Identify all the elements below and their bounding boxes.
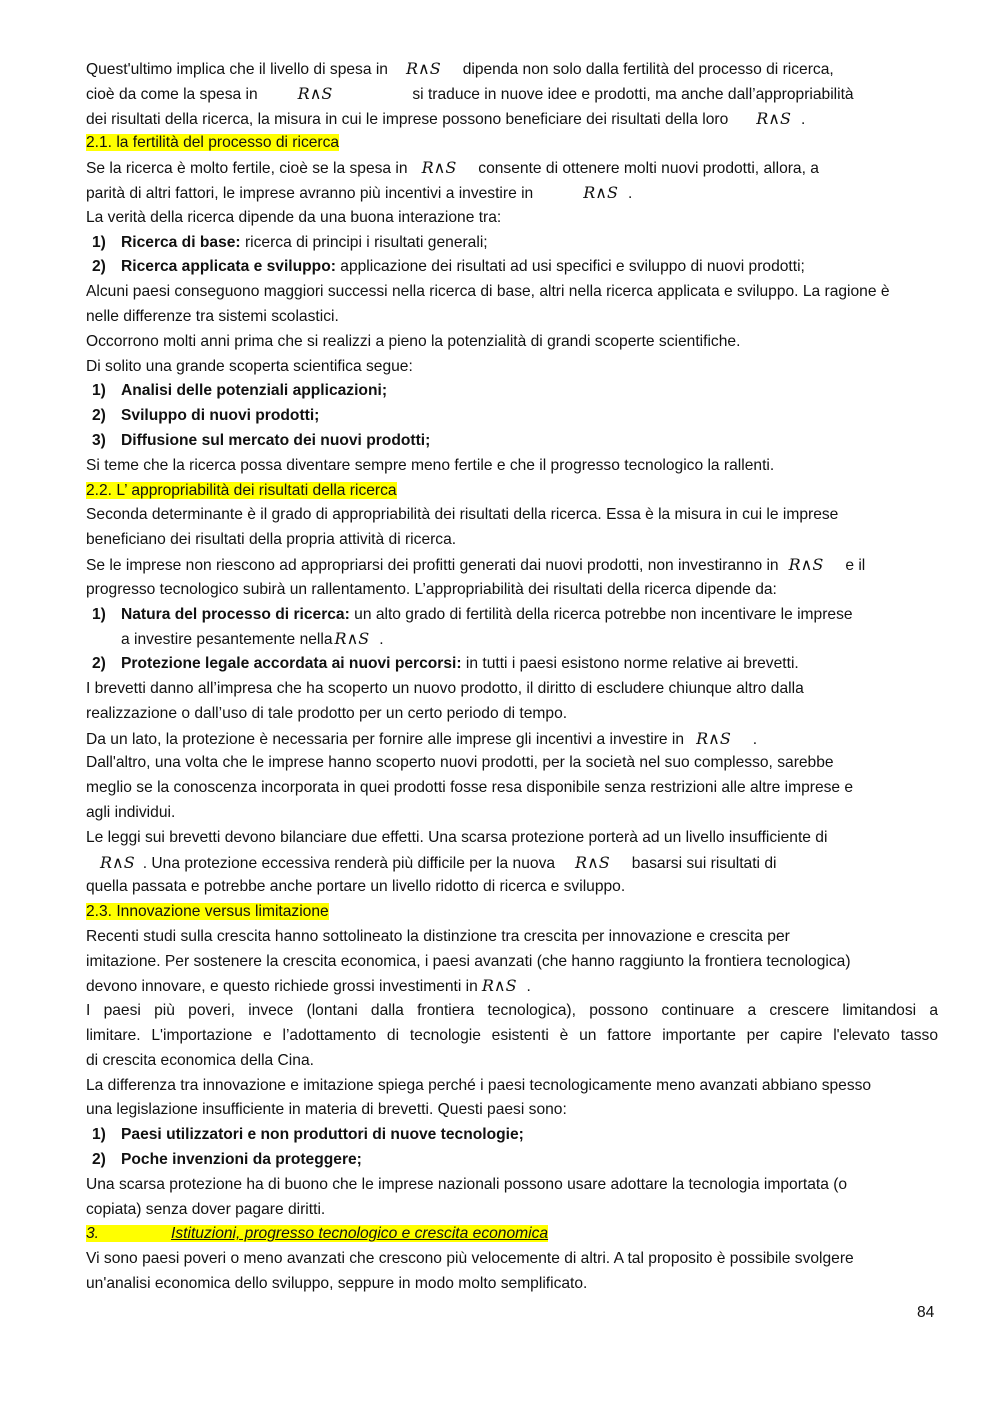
text-line (86, 950, 954, 975)
text: Vi sono paesi poveri o meno avanzati che crescono più velocemente di altri. A tal proposito è possibile svolgere (86, 1250, 854, 1268)
heading-text: 2.3. Innovazione versus limitazione (86, 903, 329, 921)
list-term: Diffusione sul mercato dei nuovi prodotti; (121, 431, 431, 449)
text-line (86, 355, 954, 380)
text-line (86, 454, 954, 479)
text: quella passata e potrebbe anche portare un livello ridotto di ricerca e sviluppo. (86, 878, 626, 896)
list-item-continuation (86, 627, 954, 652)
text: cioè da come la spesa in (86, 85, 258, 103)
math-rs: R∧S (481, 976, 517, 996)
list-item (86, 404, 954, 429)
text: Se la ricerca è molto fertile, cioè se la spesa in (86, 160, 408, 178)
text: Recenti studi sulla crescita hanno sottolineato la distinzione tra crescita per innovazione e crescita per (86, 927, 790, 945)
text: e il (845, 556, 866, 574)
text: realizzazione o dall’uso di tale prodotto per un certo periodo di tempo. (86, 704, 568, 722)
text: dipenda non solo dalla fertilità del processo di ricerca, (462, 61, 834, 78)
text: Una scarsa protezione ha di buono che le imprese nazionali possono usare adottare la tecnologia importata (o (86, 1175, 848, 1193)
text-line (86, 925, 954, 950)
list-item (86, 379, 954, 404)
text-line (86, 503, 954, 528)
text-line (86, 1173, 954, 1198)
text: Se le imprese non riescono ad appropriarsi dei profitti generati dai nuovi prodotti, non investiranno in (86, 556, 779, 574)
math-rs: R∧S (756, 108, 791, 128)
list-number: 1) (92, 605, 106, 623)
section-heading-2-2 (86, 479, 954, 504)
text-line (86, 999, 938, 1024)
text: Occorrono molti anni prima che si realizzi a pieno la potenzialità di grandi scoperte scientifiche. (86, 332, 741, 350)
text: . (752, 730, 758, 748)
text: Di solito una grande scoperta scientifica segue: (86, 357, 413, 375)
text-line (86, 82, 954, 107)
heading-highlight (86, 1225, 548, 1242)
list-number: 1) (92, 233, 106, 251)
math-rs: R∧S (421, 158, 457, 178)
heading-number: 3. (86, 1225, 100, 1243)
list-term: Analisi delle potenziali applicazioni; (121, 382, 388, 400)
list-item (86, 231, 954, 256)
page-number: 84 (917, 1304, 935, 1321)
text: I brevetti danno all’impresa che ha scoperto un nuovo prodotto, il diritto di escludere chiunque altro dalla (86, 679, 804, 697)
text: basarsi sui risultati di (631, 854, 777, 872)
text: devono innovare, e questo richiede grossi investimenti in (86, 978, 478, 996)
text: . (800, 110, 806, 128)
text: . Una protezione eccessiva renderà più difficile per la nuova (142, 854, 556, 872)
text: meglio se la conoscenza incorporata in quei prodotti fosse resa disponibile senza restrizioni alle altre imprese e (86, 779, 854, 797)
list-term: Poche invenzioni da proteggere; (121, 1151, 362, 1169)
text: nelle differenze tra sistemi scolastici. (86, 307, 339, 325)
list-item (86, 652, 954, 677)
heading-text: Istituzioni, progresso tecnologico e crescita economica (171, 1225, 549, 1243)
text-line (86, 156, 954, 181)
math-rs: R∧S (334, 629, 370, 649)
math-rs: R∧S (696, 728, 731, 748)
list-term: Ricerca applicata e sviluppo: (121, 258, 336, 276)
text: una legislazione insufficiente in materia di brevetti. Questi paesi sono: (86, 1101, 567, 1119)
text-line (86, 677, 954, 702)
list-number: 3) (92, 431, 106, 449)
list-term: Paesi utilizzatori e non produttori di nuove tecnologie; (121, 1126, 524, 1144)
list-text: applicazione dei risultati ad usi specifici e sviluppo di nuovi prodotti; (335, 258, 805, 276)
list-number: 2) (92, 407, 106, 425)
section-heading-2-3 (86, 900, 954, 925)
text: progresso tecnologico subirà un rallentamento. L’appropriabilità dei risultati della ricerca dipende da: (86, 580, 777, 598)
text-line (86, 1049, 954, 1074)
text-line (86, 776, 954, 801)
text: di crescita economica della Cina. (86, 1051, 314, 1069)
list-term: Protezione legale accordata ai nuovi percorsi: (121, 655, 462, 673)
heading-text: 2.1. la fertilità del processo di ricerca (86, 134, 340, 152)
text: La verità della ricerca dipende da una buona interazione tra: (86, 208, 502, 226)
text: limitare. L'importazione e l’adottamento di tecnologie esistenti è un fattore importante per capire l'elevato tasso (86, 1027, 938, 1045)
text-line (86, 702, 954, 727)
list-text: ricerca di principi i risultati generali; (240, 233, 488, 251)
document-body (86, 57, 954, 1297)
text-line (86, 553, 954, 578)
math-rs: R∧S (575, 852, 610, 872)
text-line (86, 578, 954, 603)
text: parità di altri fattori, le imprese avranno più incentivi a investire in (86, 184, 534, 202)
list-text: in tutti i paesi esistono norme relative ai brevetti. (461, 655, 799, 673)
text: imitazione. Per sostenere la crescita economica, i paesi avanzati (che hanno raggiunto la frontiera tecnologica) (86, 952, 851, 970)
heading-text: 2.2. L’ appropriabilità dei risultati della ricerca (86, 481, 397, 499)
section-heading-3 (86, 1222, 954, 1247)
text-line (86, 280, 954, 305)
text: . (526, 978, 531, 996)
text: Seconda determinante è il grado di appropriabilità dei risultati della ricerca. Essa è la misura in cui le imprese (86, 506, 839, 524)
text: consente di ottenere molti nuovi prodotti, allora, a (478, 160, 819, 178)
list-item (86, 1148, 954, 1173)
math-rs: R∧S (100, 852, 135, 872)
text-line (86, 727, 954, 752)
text: Quest'ultimo implica che il livello di spesa in (86, 61, 388, 78)
text-line (86, 1074, 954, 1099)
list-item (86, 255, 954, 280)
text: Alcuni paesi conseguono maggiori successi nella ricerca di base, altri nella ricerca applicata e sviluppo. La ragione è (86, 283, 890, 301)
text: Si teme che la ricerca possa diventare sempre meno fertile e che il progresso tecnologico la rallenti. (86, 456, 775, 474)
text: I paesi più poveri, invece (lontani dalla frontiera tecnologica), possono continuare a crescere limitandosi a (86, 1002, 938, 1020)
text-line (86, 181, 954, 206)
math-rs: R∧S (583, 182, 618, 202)
text-line (86, 1272, 954, 1297)
math-rs: R∧S (297, 83, 333, 103)
text-line (86, 107, 954, 132)
list-number: 1) (92, 382, 106, 400)
text-line (86, 875, 954, 900)
text-line (86, 305, 954, 330)
list-number: 1) (92, 1126, 106, 1144)
text-line (86, 1024, 938, 1049)
text-line (86, 1098, 954, 1123)
list-text: . (379, 631, 384, 649)
text: si traduce in nuove idee e prodotti, ma anche dall’appropriabilità (412, 85, 854, 103)
list-term: Ricerca di base: (121, 233, 241, 251)
math-rs: R∧S (405, 59, 441, 78)
list-item (86, 1123, 954, 1148)
text-line (86, 1247, 954, 1272)
text: un'analisi economica dello sviluppo, seppure in modo molto semplificato. (86, 1275, 588, 1293)
text: copiata) senza dover pagare diritti. (86, 1200, 326, 1218)
text-line (86, 206, 954, 231)
text: agli individui. (86, 803, 176, 821)
list-item (86, 429, 954, 454)
text: beneficiano dei risultati della propria attività di ricerca. (86, 531, 457, 549)
list-term: Sviluppo di nuovi prodotti; (121, 407, 320, 425)
text-line (86, 528, 954, 553)
text-line (86, 801, 954, 826)
text-line (86, 751, 954, 776)
text-line (86, 851, 954, 876)
text-line (86, 1198, 954, 1223)
text: La differenza tra innovazione e imitazione spiega perché i paesi tecnologicamente meno avanzati abbiano spesso (86, 1076, 872, 1094)
list-number: 2) (92, 258, 106, 276)
list-number: 2) (92, 1151, 106, 1169)
text-line (86, 826, 954, 851)
text-line (86, 330, 954, 355)
text: Le leggi sui brevetti devono bilanciare due effetti. Una scarsa protezione porterà ad un livello insufficiente di (86, 828, 828, 846)
text: Dall'altro, una volta che le imprese hanno scoperto nuovi prodotti, per la società nel suo complesso, sarebbe (86, 754, 834, 772)
list-text: un alto grado di fertilità della ricerca potrebbe non incentivare le imprese (349, 605, 853, 623)
text: . (627, 184, 633, 202)
text: dei risultati della ricerca, la misura in cui le imprese possono beneficiare dei risultati della loro (86, 110, 729, 128)
text-line (86, 57, 954, 82)
list-term: Natura del processo di ricerca: (121, 605, 350, 623)
text-line (86, 974, 954, 999)
text: Da un lato, la protezione è necessaria per fornire alle imprese gli incentivi a investire in (86, 730, 685, 748)
list-item (86, 603, 954, 628)
math-rs: R∧S (788, 554, 824, 574)
list-text: a investire pesantemente nella (121, 631, 333, 649)
section-heading-2-1 (86, 131, 954, 156)
list-number: 2) (92, 655, 106, 673)
